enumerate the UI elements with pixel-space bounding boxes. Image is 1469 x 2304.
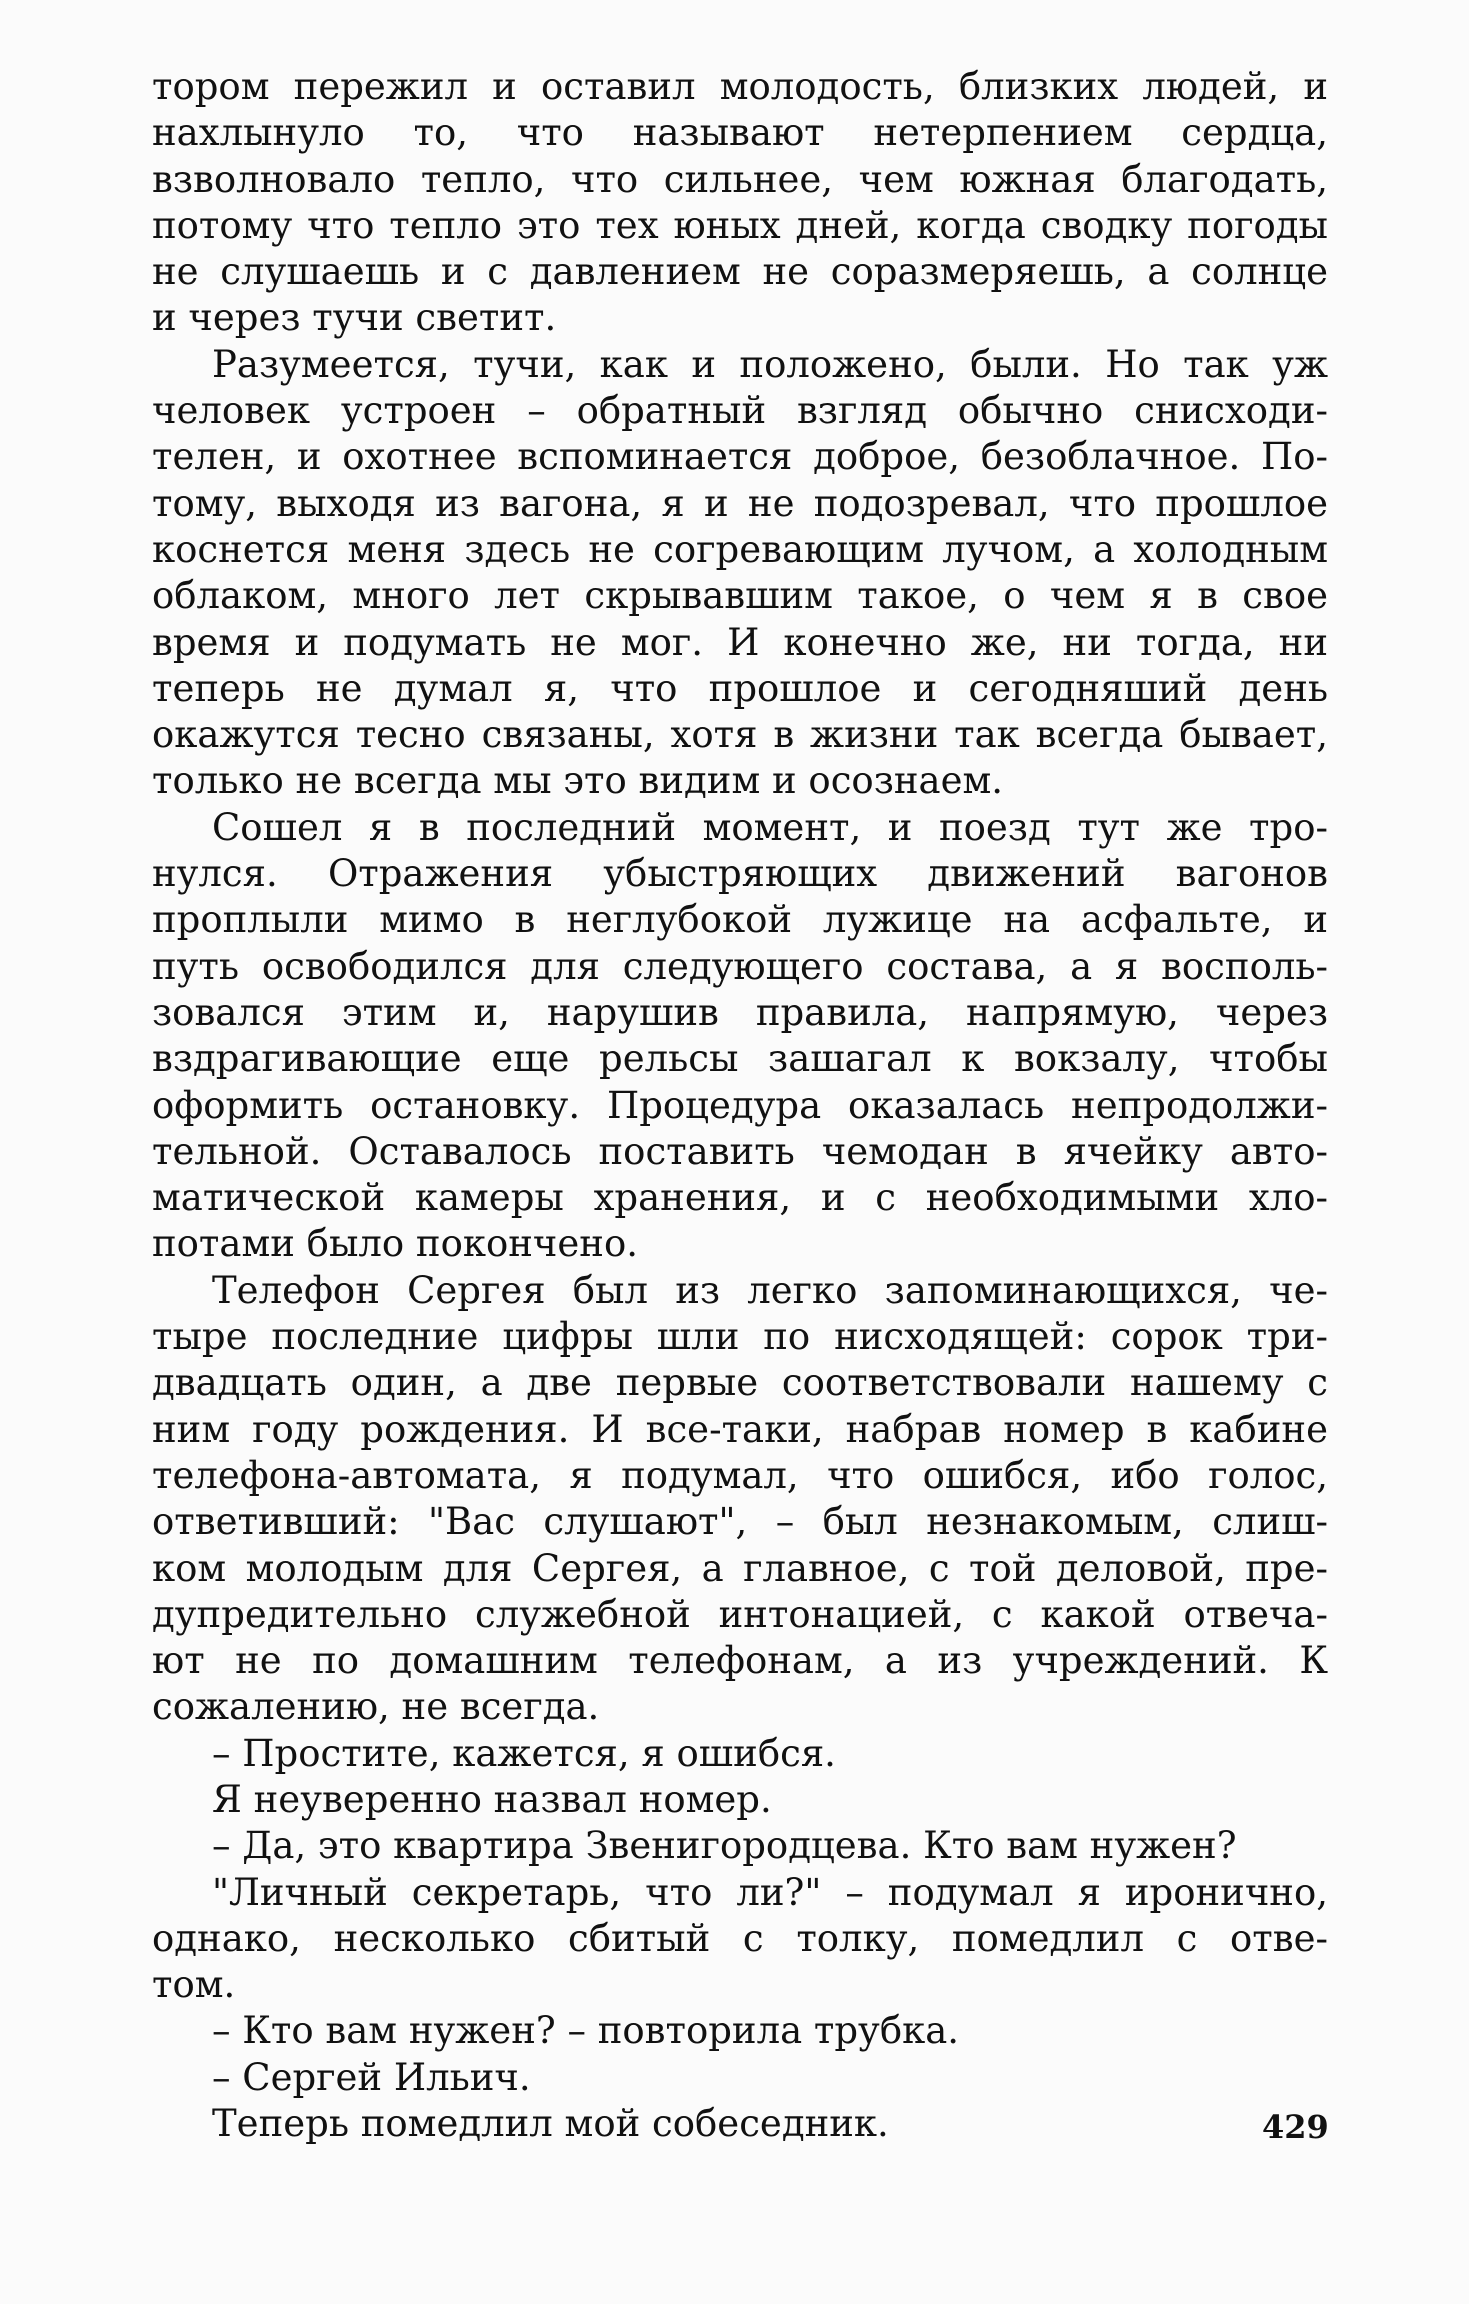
text-line: тельной. Оставалось поставить чемодан в ячейку авто- (152, 1129, 1328, 1173)
text-line: телен, и охотнее вспоминается доброе, безоблачное. По- (152, 435, 1328, 479)
text-line: ответивший: "Вас слушают", – был незнакомым, слиш- (152, 1500, 1328, 1544)
text-line: ком молодым для Сергея, а главное, с той деловой, пре- (152, 1546, 1328, 1590)
text-line: окажутся тесно связаны, хотя в жизни так всегда бывает, (152, 713, 1328, 757)
text-line: только не всегда мы это видим и осознаем. (152, 759, 1004, 803)
text-line: – Да, это квартира Звенигородцева. Кто вам нужен? (212, 1824, 1237, 1868)
text-line: тором пережил и оставил молодость, близких людей, и (152, 65, 1328, 108)
page-number: 429 (1262, 2108, 1329, 2146)
text-line: "Личный секретарь, что ли?" – подумал я иронично, (212, 1870, 1328, 1914)
text-line: потому что тепло это тех юных дней, когда сводку погоды (152, 203, 1328, 247)
text-line: ют не по домашним телефонам, а из учреждений. К (152, 1639, 1328, 1683)
text-line: нахлынуло то, что называют нетерпением сердца, (152, 111, 1328, 155)
text-line: дупредительно служебной интонацией, с какой отвеча- (152, 1592, 1328, 1636)
text-line: потами было покончено. (152, 1222, 638, 1266)
text-line: тому, выходя из вагона, я и не подозревал, что прошлое (152, 481, 1328, 525)
text-line: – Простите, кажется, я ошибся. (212, 1731, 836, 1775)
text-line: вздрагивающие еще рельсы зашагал к вокзалу, чтобы (152, 1037, 1328, 1081)
text-line: телефона-автомата, я подумал, что ошибся, ибо голос, (152, 1453, 1328, 1497)
text-line: том. (152, 1963, 236, 2007)
text-line: Сошел я в последний момент, и поезд тут же тро- (212, 805, 1328, 849)
text-line: не слушаешь и с давлением не соразмеряешь, а солнце (152, 250, 1328, 294)
text-line: проплыли мимо в неглубокой лужице на асфальте, и (152, 898, 1328, 942)
text-line: оформить остановку. Процедура оказалась непродолжи- (152, 1083, 1328, 1127)
text-line: однако, несколько сбитый с толку, помедлил с отве- (152, 1916, 1328, 1960)
text-line: Я неуверенно назвал номер. (212, 1777, 772, 1821)
text-line: теперь не думал я, что прошлое и сегодняший день (152, 666, 1328, 710)
text-line: двадцать один, а две первые соответствовали нашему с (152, 1361, 1328, 1405)
text-line: Разумеется, тучи, как и положено, были. Но так уж (212, 342, 1328, 386)
text-line: и через тучи светит. (152, 296, 557, 340)
text-line: нулся. Отражения убыстряющих движений вагонов (152, 852, 1328, 896)
text-line: взволновало тепло, что сильнее, чем южная благодать, (152, 157, 1328, 201)
text-line: зовался этим и, нарушив правила, напрямую, через (152, 990, 1328, 1034)
text-line: матической камеры хранения, и с необходимыми хло- (152, 1176, 1328, 1220)
text-line: облаком, много лет скрывавшим такое, о чем я в свое (152, 574, 1328, 618)
text-line: путь освободился для следующего состава, а я восполь- (152, 944, 1328, 988)
text-line: тыре последние цифры шли по нисходящей: сорок три- (152, 1315, 1328, 1359)
text-line: – Кто вам нужен? – повторила трубка. (212, 2009, 960, 2053)
text-line: Телефон Сергея был из легко запоминающихся, че- (212, 1268, 1328, 1312)
text-line: человек устроен – обратный взгляд обычно снисходи- (152, 389, 1328, 433)
body-text (152, 64, 1328, 2147)
text-line: время и подумать не мог. И конечно же, ни тогда, ни (152, 620, 1328, 664)
text-line: Теперь помедлил мой собеседник. (212, 2102, 889, 2146)
text-line: – Сергей Ильич. (212, 2055, 531, 2099)
text-line: коснется меня здесь не согревающим лучом, а холодным (152, 527, 1328, 571)
text-line: сожалению, не всегда. (152, 1685, 600, 1729)
text-line: ним году рождения. И все-таки, набрав номер в кабине (152, 1407, 1328, 1451)
